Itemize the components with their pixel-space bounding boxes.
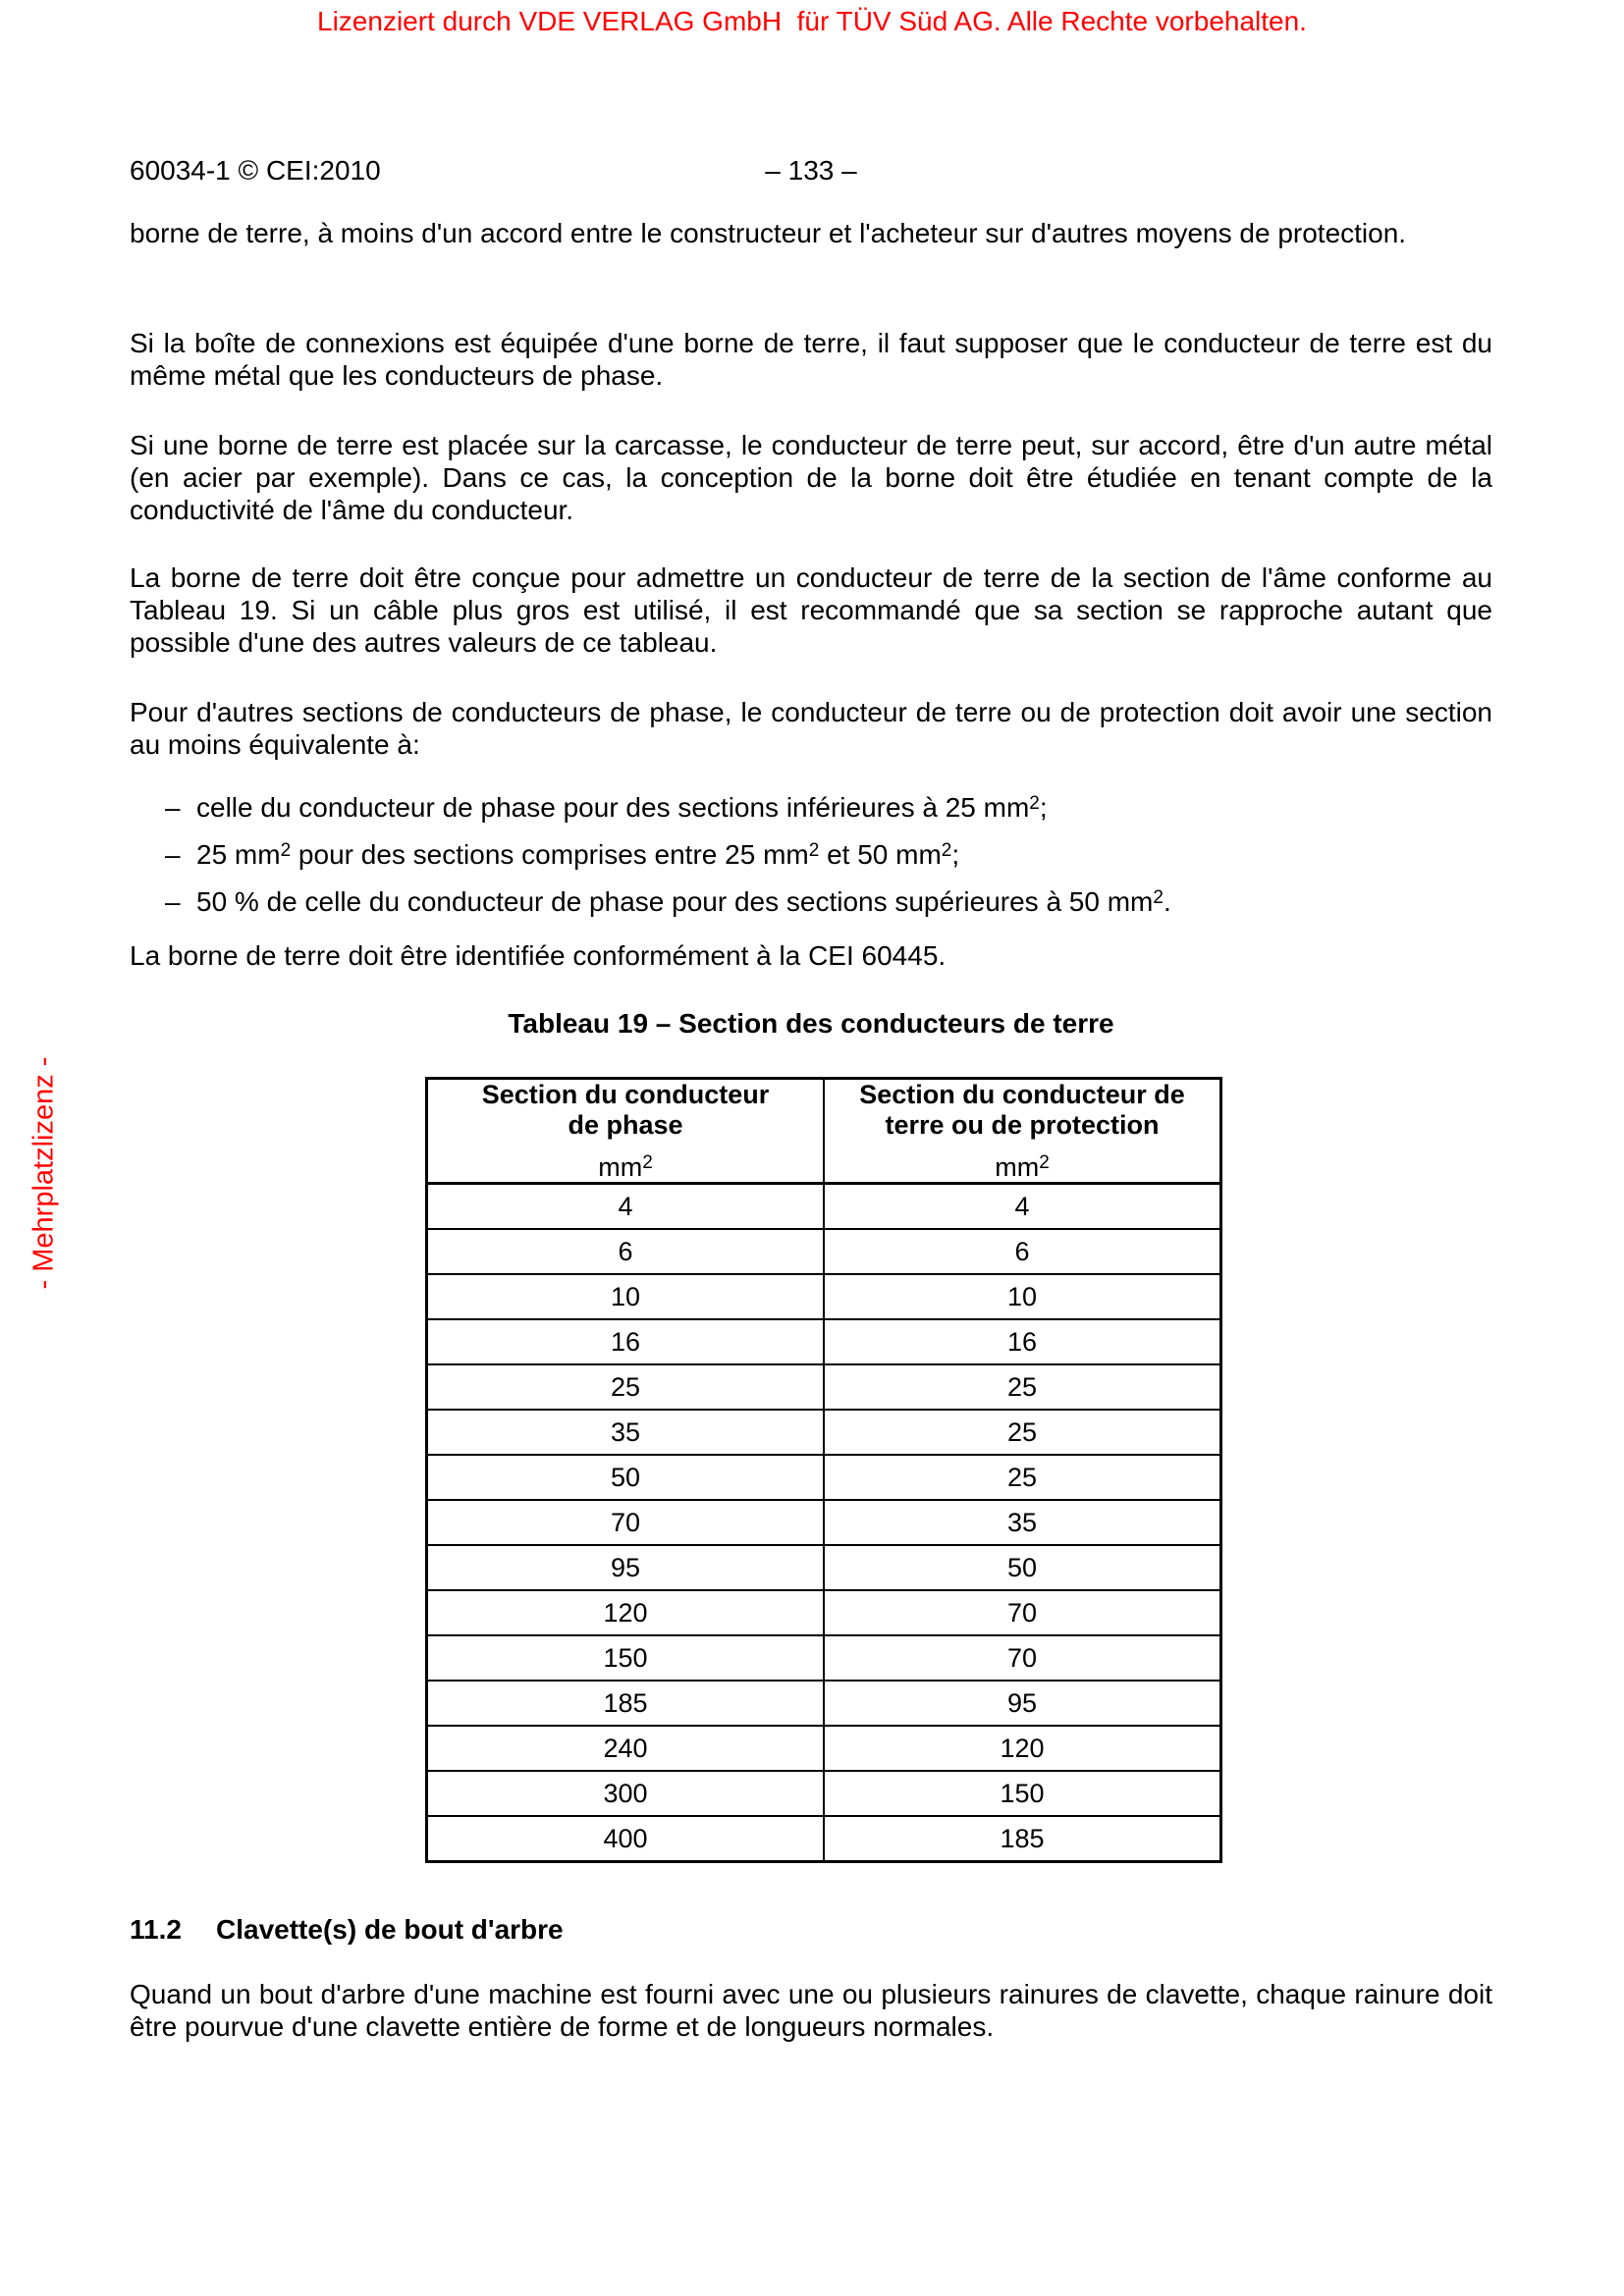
table-cell: 25 — [824, 1455, 1221, 1500]
list-item — [130, 791, 1492, 824]
table-row — [427, 1635, 1221, 1681]
list-item — [130, 838, 1492, 871]
section-number: 11.2 — [130, 1914, 182, 1945]
list-item-text: 50 % de celle du conducteur de phase pour des sections supérieures à 50 $mm^2$. — [196, 886, 1171, 917]
unit-label: $mm^2$ — [995, 1152, 1050, 1182]
bullet-list — [130, 791, 1492, 933]
unit-label: $mm^2$ — [598, 1152, 653, 1182]
superscript: 2 — [1153, 887, 1164, 908]
table-row — [427, 1229, 1221, 1274]
license-side-label: - Mehrplatzlizenz - — [27, 1056, 60, 1290]
table-cell: 400 — [427, 1816, 825, 1862]
table-cell: 300 — [427, 1771, 825, 1816]
column-header-phase — [427, 1079, 825, 1184]
table-row — [427, 1545, 1221, 1590]
table-cell: 150 — [427, 1635, 825, 1681]
dash-bullet-icon: – — [165, 886, 181, 917]
dash-bullet-icon: – — [165, 839, 181, 870]
column-header-line: de phase — [568, 1110, 683, 1140]
paragraph-identification: La borne de terre doit être identifiée conformément à la CEI 60445. — [130, 940, 947, 971]
table-cell: 4 — [824, 1184, 1221, 1230]
table-cell: 35 — [824, 1500, 1221, 1545]
table-row — [427, 1274, 1221, 1319]
table-cell: 10 — [427, 1274, 825, 1319]
table-row — [427, 1681, 1221, 1726]
table-row — [427, 1364, 1221, 1410]
paragraph-borne-carcasse: Si une borne de terre est placée sur la carcasse, le conducteur de terre peut, sur accord, être d'un autre métal (en acier par exemple). Dans ce cas, la conception de la borne doit être étudiée en tenant compte de la conductivité de l'âme du conducteur. — [130, 430, 1492, 525]
superscript: 2 — [941, 840, 952, 861]
list-item-text: 25 $mm^2$ pour des sections comprises entre 25 $mm^2$ et 50 $mm^2$; — [196, 839, 960, 870]
page-header — [130, 155, 1492, 188]
page-number: – 133 – — [765, 155, 857, 186]
table-cell: 16 — [824, 1319, 1221, 1364]
superscript: 2 — [1029, 793, 1040, 814]
table-cell: 25 — [824, 1410, 1221, 1455]
table-cell: 50 — [427, 1455, 825, 1500]
table-cell: 25 — [427, 1364, 825, 1410]
column-header-line: terre ou de protection — [885, 1110, 1160, 1140]
table-cell: 6 — [824, 1229, 1221, 1274]
table-row — [427, 1590, 1221, 1635]
table-cell: 4 — [427, 1184, 825, 1230]
table-cell: 10 — [824, 1274, 1221, 1319]
table-cell: 70 — [824, 1635, 1221, 1681]
table-row — [427, 1455, 1221, 1500]
table-row — [427, 1500, 1221, 1545]
paragraph-boite-connexions: Si la boîte de connexions est équipée d'une borne de terre, il faut supposer que le conducteur de terre est du même métal que les conducteurs de phase. — [130, 328, 1492, 391]
license-banner-text: Lizenziert durch VDE VERLAG GmbH für TÜV Süd AG. Alle Rechte vorbehalten. — [317, 6, 1307, 36]
superscript: 2 — [1039, 1152, 1050, 1173]
table-cell: 95 — [427, 1545, 825, 1590]
paragraph-borne-concue: La borne de terre doit être conçue pour admettre un conducteur de terre de la section de l'âme conforme au Tableau 19. Si un câble plus gros est utilisé, il est recommandé que sa section se rapproche autant que possible d'une des autres valeurs de ce tableau. — [130, 562, 1492, 658]
list-item — [130, 885, 1492, 918]
table-cell: 25 — [824, 1364, 1221, 1410]
document-reference: 60034-1 © CEI:2010 — [130, 155, 381, 186]
list-item-text: celle du conducteur de phase pour des sections inférieures à 25 $mm^2$; — [196, 792, 1048, 823]
table-header — [427, 1079, 1221, 1184]
table-cell: 120 — [427, 1590, 825, 1635]
table-row — [427, 1726, 1221, 1771]
superscript: 2 — [642, 1152, 653, 1173]
section-title: Clavette(s) de bout d'arbre — [216, 1914, 564, 1945]
section-heading-11-2 — [130, 1914, 1492, 1946]
table-cell: 120 — [824, 1726, 1221, 1771]
superscript: 2 — [280, 840, 292, 861]
table-row — [427, 1771, 1221, 1816]
paragraph-borne-de-terre: borne de terre, à moins d'un accord entre le constructeur et l'acheteur sur d'autres moyens de protection. — [130, 218, 1407, 248]
table-cell: 240 — [427, 1726, 825, 1771]
table-cell: 16 — [427, 1319, 825, 1364]
table-cell: 150 — [824, 1771, 1221, 1816]
table-row — [427, 1410, 1221, 1455]
dash-bullet-icon: – — [165, 792, 181, 823]
table-cell: 70 — [824, 1590, 1221, 1635]
table-row — [427, 1816, 1221, 1862]
paragraph-autres-sections: Pour d'autres sections de conducteurs de phase, le conducteur de terre ou de protection doit avoir une section au moins équivalente à: — [130, 697, 1492, 760]
table-cell: 50 — [824, 1545, 1221, 1590]
paragraph-clavette: Quand un bout d'arbre d'une machine est fourni avec une ou plusieurs rainures de clavette, chaque rainure doit être pourvue d'une clavette entière de forme et de longueurs normales. — [130, 1979, 1492, 2042]
column-header-terre — [824, 1079, 1221, 1184]
table-cell: 35 — [427, 1410, 825, 1455]
table-cell: 95 — [824, 1681, 1221, 1726]
table-row — [427, 1319, 1221, 1364]
table-cell: 185 — [427, 1681, 825, 1726]
column-header-line: Section du conducteur — [481, 1080, 770, 1109]
table-cell: 185 — [824, 1816, 1221, 1862]
table-cell: 6 — [427, 1229, 825, 1274]
table-cell: 70 — [427, 1500, 825, 1545]
table-body — [427, 1184, 1221, 1862]
table-19-sections — [425, 1077, 1222, 1863]
table-title: Tableau 19 – Section des conducteurs de terre — [508, 1008, 1114, 1039]
table-row — [427, 1184, 1221, 1230]
superscript: 2 — [808, 840, 820, 861]
column-header-line: Section du conducteur de — [859, 1080, 1185, 1109]
